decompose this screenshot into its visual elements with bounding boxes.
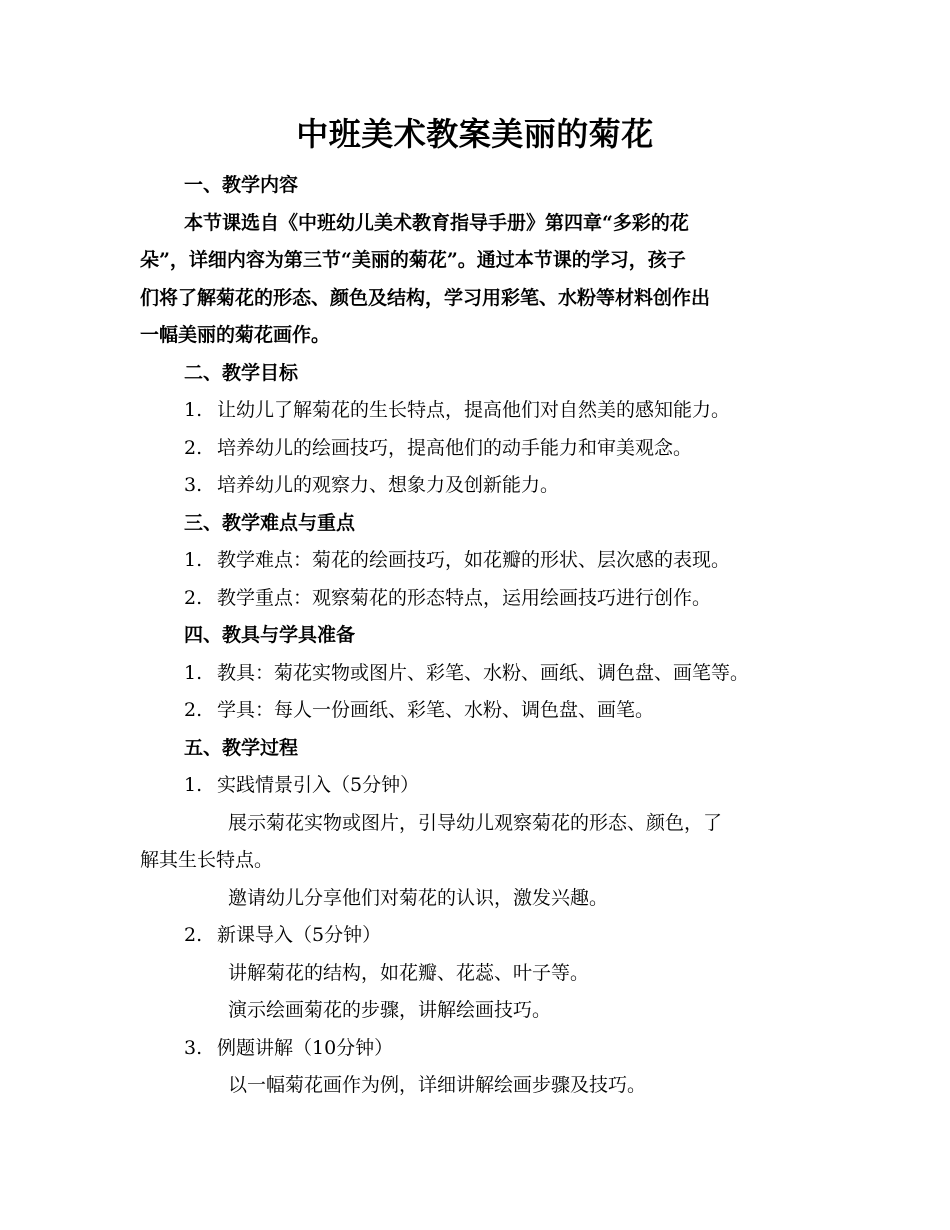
list-number: 2. (184, 924, 203, 946)
list-text: 新课导入（5分钟） (217, 924, 382, 946)
detail-line: 邀请幼儿分享他们对菊花的认识，激发兴趣。 (228, 886, 609, 909)
list-item (140, 655, 820, 693)
list-number: 1. (184, 549, 203, 571)
document-body (140, 167, 820, 1105)
detail-line: 解其生长特点。 (140, 849, 274, 871)
section-heading-materials: 四、教具与学具准备 (184, 624, 356, 646)
list-text: 学具：每人一份画纸、彩笔、水粉、调色盘、画笔。 (217, 699, 655, 721)
paragraph-line: 一幅美丽的菊花画作。 (140, 324, 331, 346)
list-text: 教具：菊花实物或图片、彩笔、水粉、画纸、调色盘、画笔等。 (217, 661, 750, 684)
list-number: 3. (184, 1036, 203, 1059)
paragraph-line: 本节课选自《中班幼儿美术教育指导手册》第四章“多彩的花 (184, 211, 689, 234)
list-item (140, 467, 820, 505)
section-heading-teaching-content: 一、教学内容 (184, 174, 299, 196)
section-heading-difficulties: 三、教学难点与重点 (184, 511, 356, 534)
detail-line: 演示绘画菊花的步骤，讲解绘画技巧。 (228, 999, 552, 1021)
list-text: 例题讲解（10分钟） (217, 1036, 394, 1059)
list-number: 2. (184, 586, 203, 609)
list-text: 实践情景引入（5分钟） (217, 774, 420, 796)
list-number: 2. (184, 436, 203, 459)
list-number: 2. (184, 699, 203, 721)
list-text: 教学难点：菊花的绘画技巧，如花瓣的形状、层次感的表现。 (217, 549, 731, 571)
list-text: 培养幼儿的绘画技巧，提高他们的动手能力和审美观念。 (217, 436, 693, 459)
list-item (140, 1030, 820, 1068)
list-text: 让幼儿了解菊花的生长特点，提高他们对自然美的感知能力。 (217, 399, 731, 421)
list-item (140, 692, 820, 730)
list-item (140, 392, 820, 430)
list-item (140, 580, 820, 618)
list-text: 教学重点：观察菊花的形态特点，运用绘画技巧进行创作。 (217, 586, 712, 609)
list-item (140, 542, 820, 580)
section-heading-process: 五、教学过程 (184, 736, 299, 759)
section-heading-teaching-goals: 二、教学目标 (184, 361, 299, 384)
list-number: 1. (184, 774, 203, 796)
paragraph-line: 朵”，详细内容为第三节“美丽的菊花”。通过本节课的学习，孩子 (140, 249, 686, 271)
detail-line: 展示菊花实物或图片，引导幼儿观察菊花的形态、颜色，了 (228, 811, 723, 834)
list-item (140, 430, 820, 468)
detail-line: 以一幅菊花画作为例，详细讲解绘画步骤及技巧。 (228, 1074, 647, 1096)
list-number: 1. (184, 661, 203, 684)
list-item (140, 917, 820, 955)
paragraph-line: 们将了解菊花的形态、颜色及结构，学习用彩笔、水粉等材料创作出 (140, 286, 711, 309)
list-text: 培养幼儿的观察力、想象力及创新能力。 (217, 474, 560, 496)
list-item (140, 767, 820, 805)
detail-line: 讲解菊花的结构，如花瓣、花蕊、叶子等。 (228, 961, 590, 984)
document-title: 中班美术教案美丽的菊花 (296, 115, 654, 153)
list-number: 1. (184, 399, 203, 421)
list-number: 3. (184, 474, 203, 496)
